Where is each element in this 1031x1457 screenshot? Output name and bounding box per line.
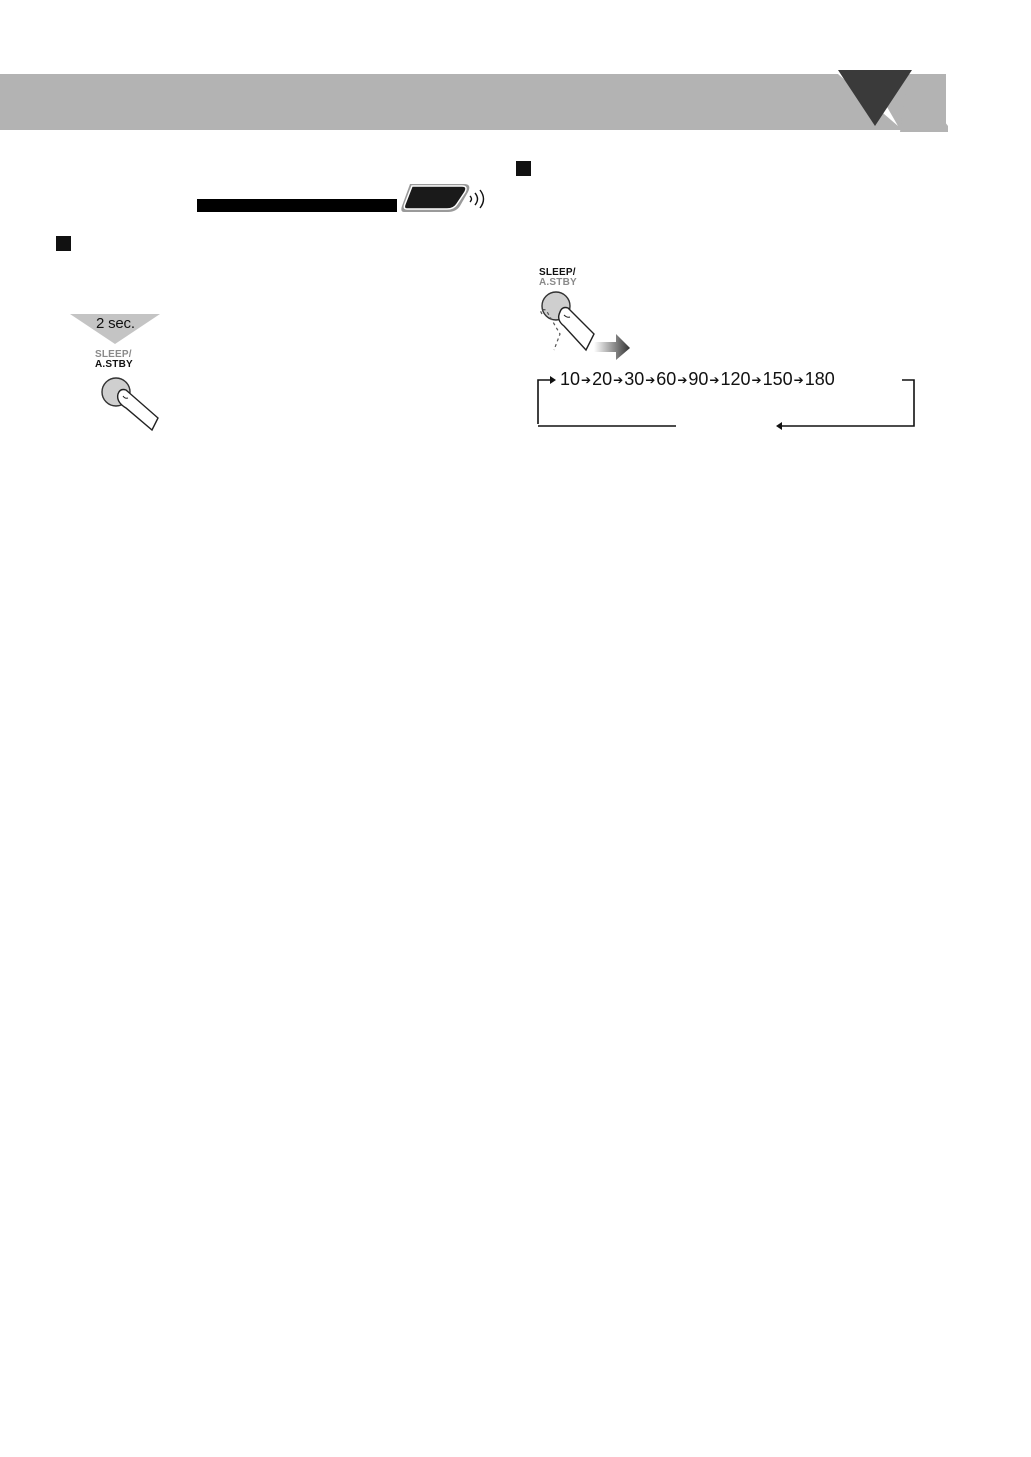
sequence-arrow-icon: ➔ bbox=[709, 372, 720, 387]
left-button-label-line1: SLEEP/ bbox=[95, 349, 132, 360]
right-button-label bbox=[539, 268, 577, 288]
down-triangle-icon bbox=[838, 66, 948, 132]
press-button-icon bbox=[96, 374, 162, 434]
sequence-arrow-icon: ➔ bbox=[613, 372, 624, 387]
section-bullet-auto-standby bbox=[56, 236, 71, 251]
sequence-arrow-icon: ➔ bbox=[677, 372, 688, 387]
sequence-arrow-icon: ➔ bbox=[645, 372, 656, 387]
sleep-time-value: 10 bbox=[560, 369, 581, 389]
left-button-label bbox=[95, 350, 133, 370]
sleep-time-value: 150 bbox=[762, 369, 793, 389]
sleep-time-value: 30 bbox=[624, 369, 645, 389]
right-button-label-line1: SLEEP/ bbox=[539, 267, 576, 278]
sleep-time-value: 20 bbox=[592, 369, 613, 389]
sequence-arrow-icon: ➔ bbox=[793, 372, 804, 387]
section-bullet-sleep bbox=[516, 161, 531, 176]
sleep-time-value: 60 bbox=[656, 369, 677, 389]
sleep-time-value: 120 bbox=[720, 369, 751, 389]
sequence-arrow-icon: ➔ bbox=[581, 372, 592, 387]
sleep-time-value: 90 bbox=[688, 369, 709, 389]
sequence-arrow-icon: ➔ bbox=[751, 372, 762, 387]
cycle-return-arrow-icon bbox=[536, 376, 920, 430]
repeated-press-button-icon bbox=[530, 288, 634, 360]
header-band bbox=[0, 74, 946, 130]
remote-signal-icon bbox=[400, 180, 492, 216]
hold-duration-label: 2 sec. bbox=[96, 315, 135, 332]
right-button-label-line2: A.STBY bbox=[539, 277, 577, 288]
sleep-time-value: 180 bbox=[804, 369, 835, 389]
remote-only-bar bbox=[197, 199, 397, 212]
left-button-label-line2: A.STBY bbox=[95, 359, 133, 370]
